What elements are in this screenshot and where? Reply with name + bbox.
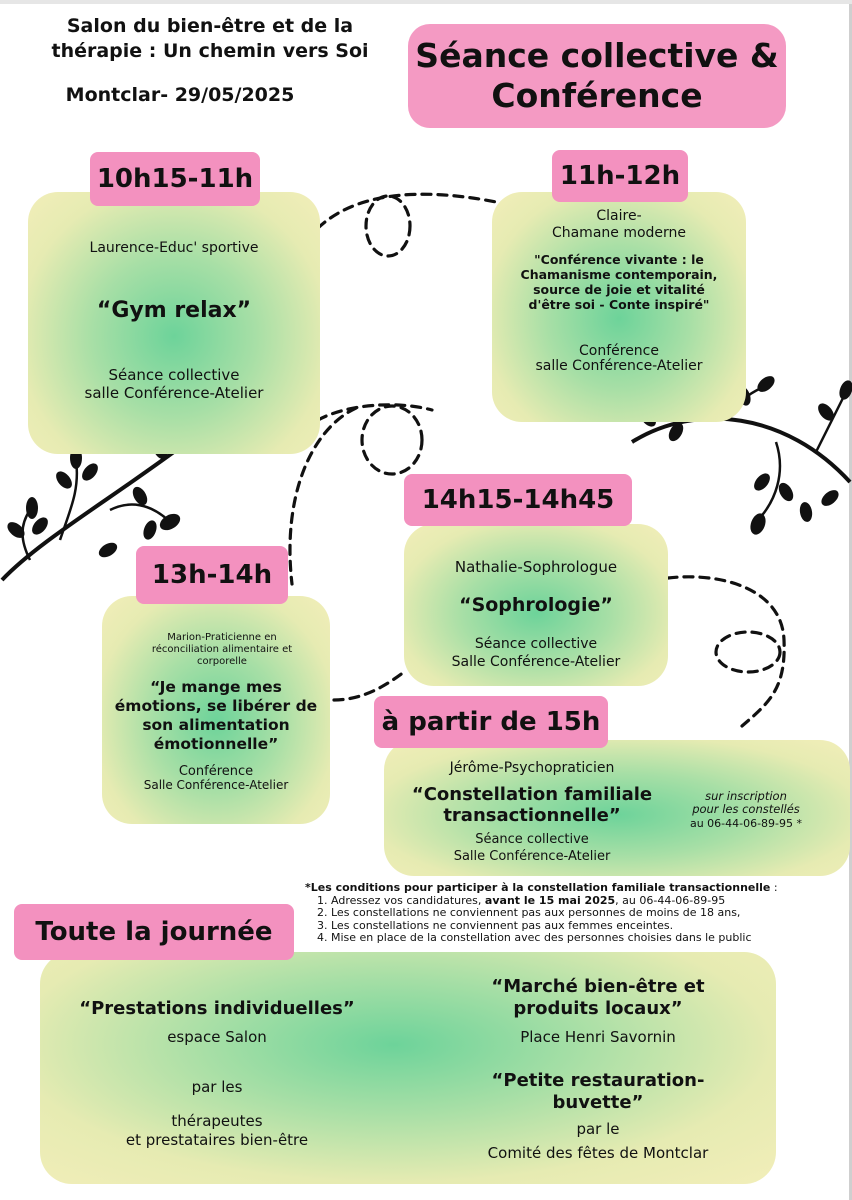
session-type-1: Séance collective: [108, 366, 240, 384]
session-time-2: 11h-12h: [552, 150, 688, 202]
condition-item: 3. Les constellations ne conviennent pas aux femmes enceintes.: [331, 920, 825, 933]
session-note-5b: pour les constellés: [692, 802, 800, 816]
session-time-4: 14h15-14h45: [404, 474, 632, 526]
session-card-1: [28, 192, 320, 454]
session-topic-4: “Sophrologie”: [459, 594, 613, 616]
session-type-5: Séance collective: [475, 832, 589, 847]
all-day-left-by: par les: [191, 1078, 243, 1096]
session-topic-1: “Gym relax”: [96, 298, 252, 323]
conditions-note: [305, 882, 825, 945]
session-speaker-3: Marion-Praticienne en réconciliation alimentaire et corporelle: [151, 632, 293, 667]
all-day-left-who-1: thérapeutes: [171, 1112, 263, 1130]
event-date: Montclar- 29/05/2025: [65, 84, 295, 106]
condition-item: 1. Adressez vos candidatures, avant le 15 mai 2025, au 06-44-06-89-95: [331, 895, 825, 908]
all-day-left-who-2: et prestataires bien-être: [125, 1131, 309, 1149]
session-speaker-1: Laurence-Educ' sportive: [89, 240, 259, 256]
session-topic-5: “Constellation familiale transactionnelle”: [411, 784, 653, 826]
session-note-5a: sur inscription: [705, 789, 787, 803]
session-speaker-4: Nathalie-Sophrologue: [454, 558, 618, 576]
all-day-label: Toute la journée: [14, 904, 294, 960]
session-room-1: salle Conférence-Atelier: [84, 384, 264, 402]
session-topic-2: "Conférence vivante : le Chamanisme contemporain, source de joie et vitalité d'être soi - Conte inspiré": [520, 252, 718, 312]
session-speaker-2a: Claire-: [596, 208, 642, 224]
session-topic-3: “Je mange mes émotions, se libérer de son alimentation émotionnelle”: [114, 678, 318, 753]
session-room-5: Salle Conférence-Atelier: [453, 849, 611, 864]
all-day-right-by: par le: [576, 1120, 620, 1138]
all-day-right-title-2: “Petite restauration-buvette”: [491, 1070, 705, 1113]
session-room-4: Salle Conférence-Atelier: [451, 654, 621, 670]
session-time-3: 13h-14h: [136, 546, 288, 604]
session-type-3: Conférence: [178, 764, 254, 779]
event-title: Salon du bien-être et de la thérapie : Un chemin vers Soi: [51, 15, 369, 62]
session-room-2: salle Conférence-Atelier: [535, 358, 703, 374]
condition-item: 4. Mise en place de la constellation avec des personnes choisies dans le public: [331, 932, 825, 945]
session-type-2: Conférence: [578, 343, 659, 359]
all-day-right-who: Comité des fêtes de Montclar: [487, 1144, 709, 1162]
all-day-right-place-1: Place Henri Savornin: [520, 1028, 676, 1046]
session-speaker-5: Jérôme-Psychopraticien: [449, 760, 615, 776]
conditions-list: [305, 895, 825, 945]
all-day-left-place: espace Salon: [167, 1028, 267, 1046]
session-time-1: 10h15-11h: [90, 152, 260, 206]
all-day-left-title: “Prestations individuelles”: [79, 998, 355, 1019]
conditions-heading: *Les conditions pour participer à la constellation familiale transactionnelle :: [305, 881, 778, 894]
session-note-5c: au 06-44-06-89-95 *: [689, 817, 803, 830]
session-room-3: Salle Conférence-Atelier: [143, 778, 289, 792]
all-day-right-title-1: “Marché bien-être et produits locaux”: [491, 976, 705, 1019]
session-type-4: Séance collective: [474, 636, 598, 652]
main-title: Séance collective & Conférence: [415, 36, 779, 115]
session-speaker-2b: Chamane moderne: [551, 225, 687, 241]
session-time-5: à partir de 15h: [374, 696, 608, 748]
condition-item: 2. Les constellations ne conviennent pas aux personnes de moins de 18 ans,: [331, 907, 825, 920]
